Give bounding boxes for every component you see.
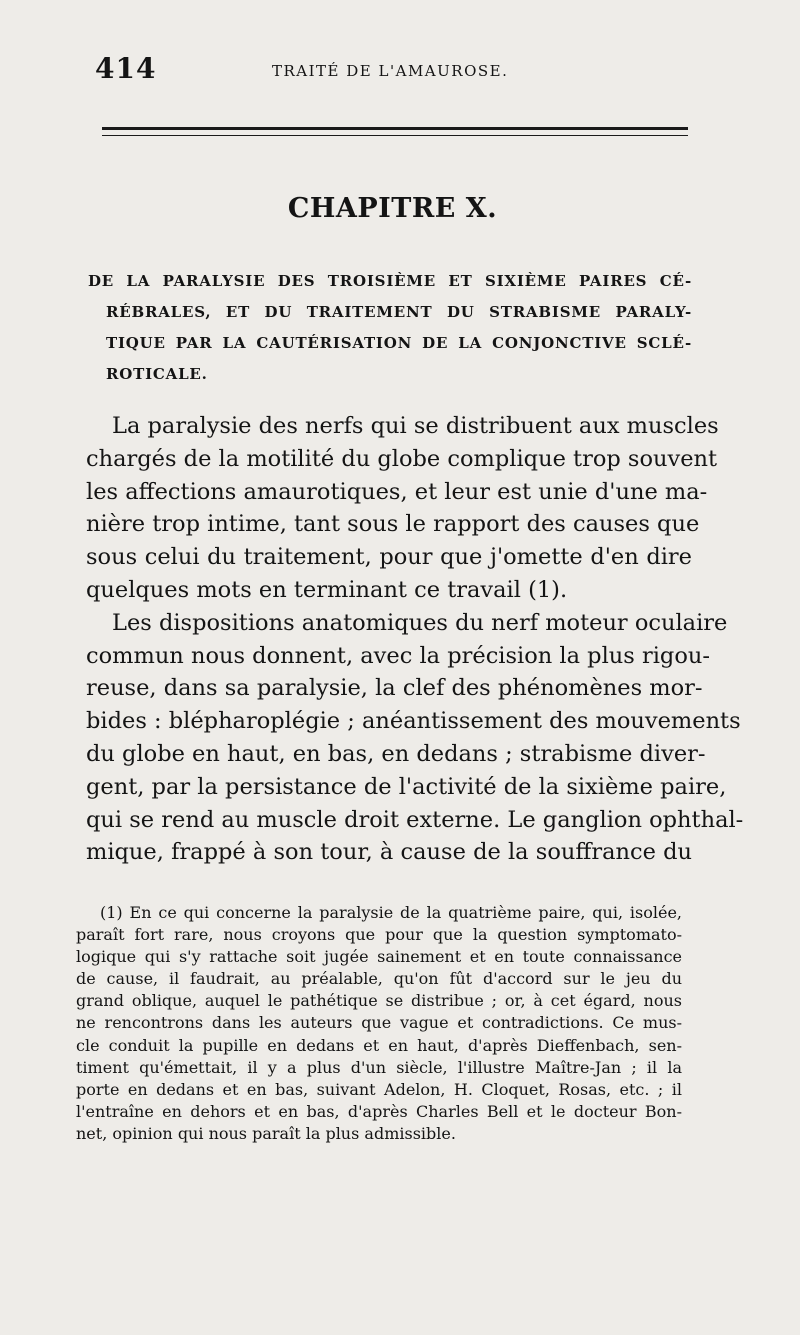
body-line: Les dispositions anatomiques du nerf moteur oculaire	[112, 609, 728, 636]
body-line: La paralysie des nerfs qui se distribuent aux muscles	[112, 413, 719, 439]
footnote-line: ne rencontrons dans les auteurs que vague et contradictions. Ce mus-	[76, 1013, 682, 1033]
body-line: les affections amaurotiques, et leur est unie d'une ma-	[86, 478, 708, 505]
subtitle-line: ROTICALE.	[106, 365, 208, 383]
body-line: chargés de la motilité du globe complique trop souvent	[86, 445, 718, 472]
body-line: bides : blépharoplégie ; anéantissement des mouvements	[86, 708, 741, 735]
chapter-subtitle	[88, 266, 692, 390]
footnote-line: grand oblique, auquel le pathétique se distribue ; or, à cet égard, nous	[76, 991, 682, 1011]
subtitle-line: RÉBRALES, ET DU TRAITEMENT DU STRABISME PARALY-	[106, 303, 692, 321]
page-number: 414	[95, 52, 157, 85]
footnote-line: net, opinion qui nous paraît la plus admissible.	[76, 1123, 456, 1143]
body-line: sous celui du traitement, pour que j'omette d'en dire	[86, 544, 692, 571]
footnote-line: l'entraîne en dehors et en bas, d'après Charles Bell et le docteur Bon-	[76, 1101, 682, 1121]
footnote-line: cle conduit la pupille en dedans et en haut, d'après Dieffenbach, sen-	[76, 1035, 682, 1055]
body-line: nière trop intime, tant sous le rapport des causes que	[86, 511, 700, 538]
subtitle-line: DE LA PARALYSIE DES TROISIÈME ET SIXIÈME PAIRES CÉ-	[88, 272, 692, 290]
footnote-line: timent qu'émettait, il y a plus d'un siècle, l'illustre Maître-Jan ; il la	[76, 1057, 682, 1077]
footnote-line: paraît fort rare, nous croyons que pour que la question symptomato-	[76, 925, 682, 945]
body-line: commun nous donnent, avec la précision la plus rigou-	[86, 642, 710, 669]
body-line: qui se rend au muscle droit externe. Le ganglion ophthal-	[86, 806, 744, 833]
footnote	[76, 902, 682, 1145]
running-title: TRAITÉ DE L'AMAUROSE.	[272, 62, 509, 80]
footnote-line: (1) En ce qui concerne la paralysie de la quatrième paire, qui, isolée,	[100, 903, 682, 922]
body-line: gent, par la persistance de l'activité de la sixième paire,	[86, 773, 727, 800]
body-line: quelques mots en terminant ce travail (1).	[86, 576, 568, 603]
body-line: reuse, dans sa paralysie, la clef des phénomènes mor-	[86, 675, 703, 702]
footnote-line: logique qui s'y rattache soit jugée sainement et en toute connaissance	[76, 947, 682, 967]
header-rule-thick	[102, 127, 688, 130]
body-line: mique, frappé à son tour, à cause de la souffrance du	[86, 839, 692, 866]
footnote-line: de cause, il faudrait, au préalable, qu'on fût d'accord sur le jeu du	[76, 969, 682, 989]
chapter-title: CHAPITRE X.	[287, 193, 498, 224]
footnote-line: porte en dedans et en bas, suivant Adelon, H. Cloquet, Rosas, etc. ; il	[76, 1079, 682, 1099]
body-line: du globe en haut, en bas, en dedans ; strabisme diver-	[86, 740, 706, 767]
subtitle-line: TIQUE PAR LA CAUTÉRISATION DE LA CONJONCTIVE SCLÉ-	[106, 334, 692, 352]
header-rule-thin	[102, 135, 688, 136]
body-text	[86, 410, 744, 869]
page-header	[0, 52, 800, 92]
